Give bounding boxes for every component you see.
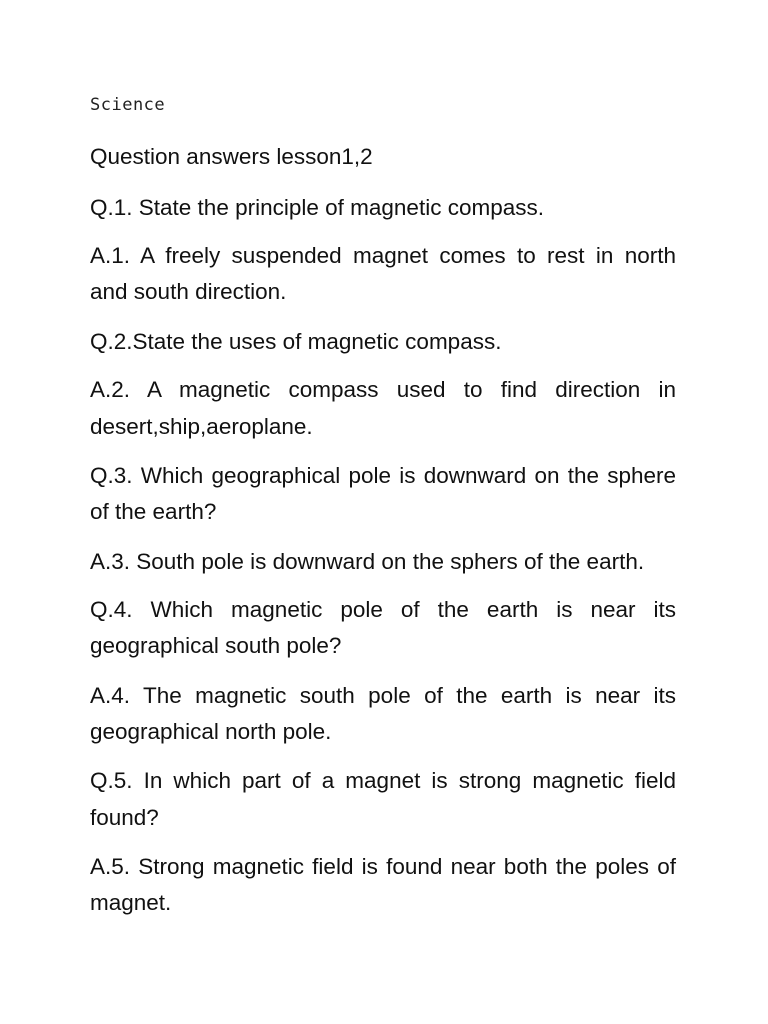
subject-label: Science: [90, 95, 166, 115]
answer-1-line-2: and south direction.: [90, 279, 287, 304]
question-3-line-1: Q.3. Which geographical pole is downward on the sphere: [90, 463, 676, 488]
question-5-line-2: found?: [90, 805, 159, 830]
question-1: Q.1. State the principle of magnetic compass.: [90, 195, 544, 220]
answer-1-line-1: A.1. A freely suspended magnet comes to rest in north: [90, 243, 676, 268]
answer-2-line-1: A.2. A magnetic compass used to find direction in: [90, 377, 676, 402]
answer-4-line-2: geographical north pole.: [90, 719, 332, 744]
question-2: Q.2.State the uses of magnetic compass.: [90, 329, 502, 354]
question-5-line-1: Q.5. In which part of a magnet is strong magnetic field: [90, 768, 676, 793]
question-3-line-2: of the earth?: [90, 499, 217, 524]
answer-5-line-1: A.5. Strong magnetic field is found near both the poles of: [90, 854, 676, 879]
answer-3: A.3. South pole is downward on the sphers of the earth.: [90, 549, 645, 574]
question-4-line-1: Q.4. Which magnetic pole of the earth is near its: [90, 597, 676, 622]
answer-4-line-1: A.4. The magnetic south pole of the earth is near its: [90, 683, 676, 708]
answer-5-line-2: magnet.: [90, 890, 172, 915]
document-heading: Question answers lesson1,2: [90, 144, 373, 169]
question-4-line-2: geographical south pole?: [90, 633, 342, 658]
answer-2-line-2: desert,ship,aeroplane.: [90, 414, 313, 439]
